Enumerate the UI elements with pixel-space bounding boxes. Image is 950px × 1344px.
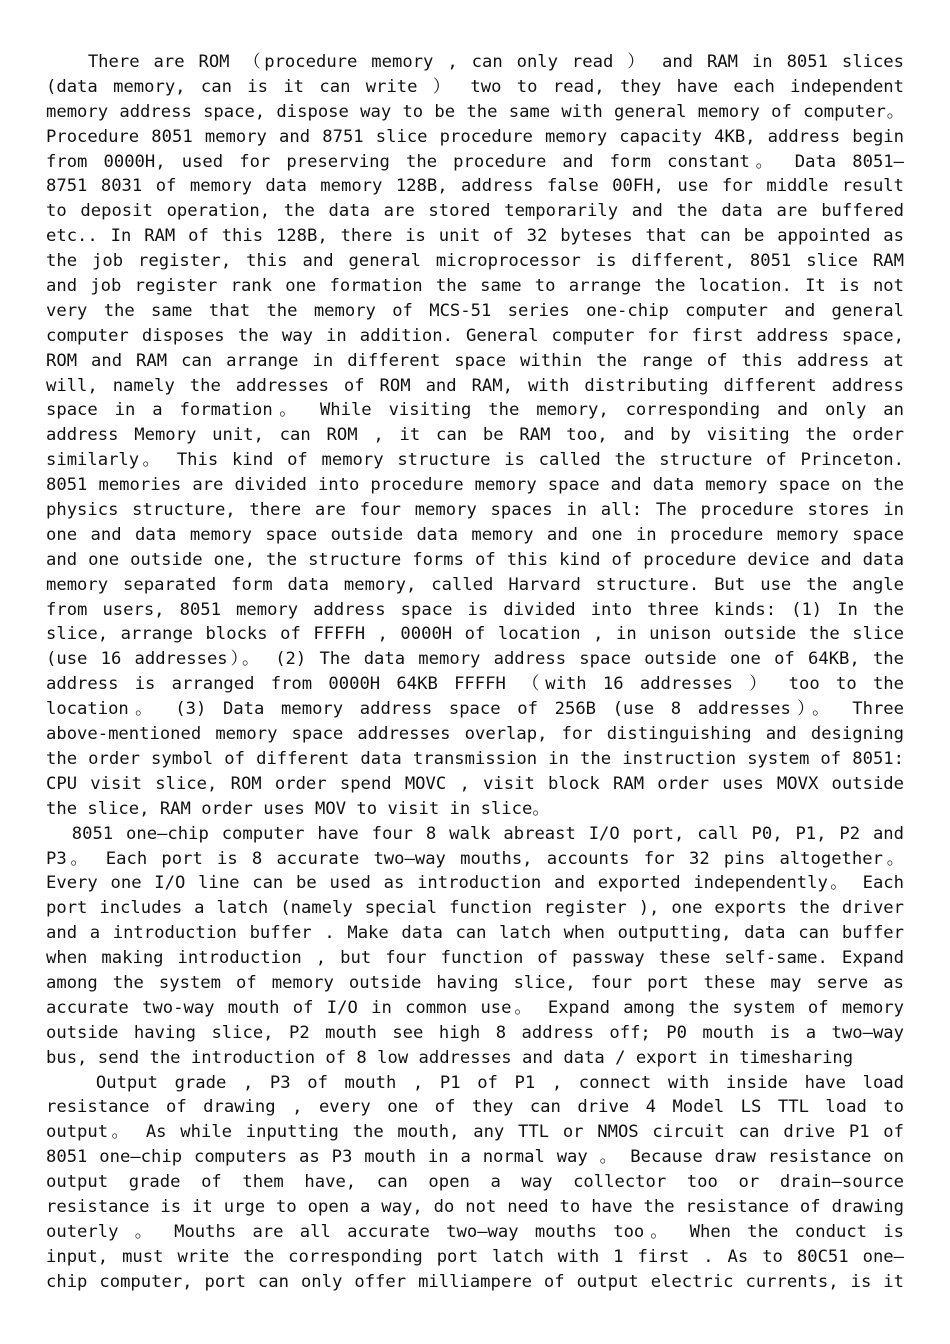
text-line: among the system of memory outside having slice, four port these may serve as [46,972,904,993]
text-line: space in a formation。 While visiting the memory, corresponding and only an [46,400,904,421]
text-line: port includes a latch (namely special function register ), one exports the driver [46,898,904,919]
text-line: memory address space, dispose way to be the same with general memory of computer。 [46,101,904,122]
text-line: the slice, RAM order uses MOV to visit in slice。 [46,798,550,819]
text-line: chip computer, port can only offer milliampere of output electric currents, is it [46,1271,904,1292]
text-line: slice, arrange blocks of FFFFH , 0000H of location , in unison outside the slice [46,624,904,645]
text-line: from users, 8051 memory address space is divided into three kinds: (1) In the [46,599,904,620]
text-line: Procedure 8051 memory and 8751 slice procedure memory capacity 4KB, address begin [46,126,904,147]
text-line: output grade of them have, can open a way collector too or drain—source [46,1172,904,1193]
text-line: location。 (3) Data memory address space of 256B (use 8 addresses）。 Three [46,699,904,720]
text-line: (data memory, can is it can write ） two to read, they have each independent [46,76,904,97]
text-line: similarly。 This kind of memory structure is called the structure of Princeton. [46,450,904,471]
text-line: to deposit operation, the data are stored temporarily and the data are buffered [46,201,904,222]
text-line: will, namely the addresses of ROM and RAM, with distributing different address [46,375,904,396]
text-line: Output grade , P3 of mouth , P1 of P1 , connect with inside have load [46,1072,904,1093]
text-line: and a introduction buffer . Make data can latch when outputting, data can buffer [46,923,904,944]
text-line: input, must write the corresponding port latch with 1 first . As to 80C51 one— [46,1246,904,1267]
text-line: and one outside one, the structure forms of this kind of procedure device and data [46,549,904,570]
text-line: one and data memory space outside data memory and one in procedure memory space [46,524,904,545]
text-line: output。 As while inputting the mouth, any TTL or NMOS circuit can drive P1 of [46,1122,904,1143]
text-line: resistance is it urge to open a way, do not need to have the resistance of drawing [46,1196,904,1217]
text-line: Every one I/O line can be used as introduction and exported independently。 Each [46,873,904,894]
text-line: 8051 memories are divided into procedure memory space and data memory space on the [46,475,904,496]
text-line: outerly 。 Mouths are all accurate two—way mouths too。 When the conduct is [46,1221,904,1242]
paragraph [46,822,904,1071]
text-line: 8051 one—chip computer have four 8 walk abreast I/O port, call P0, P1, P2 and [46,823,904,844]
text-line: computer disposes the way in addition. General computer for first address space, [46,325,904,346]
text-line: very the same that the memory of MCS-51 series one-chip computer and general [46,300,904,321]
text-line: outside having slice, P2 mouth see high 8 address off; P0 mouth is a two—way [46,1022,904,1043]
text-line: bus, send the introduction of 8 low addresses and data / export in timesharing [46,1047,854,1068]
text-line: 8751 8031 of memory data memory 128B, address false 00FH, use for middle result [46,176,904,197]
text-line: when making introduction , but four function of passway these self-same. Expand [46,948,904,969]
text-line: above-mentioned memory space addresses overlap, for distinguishing and designing [46,724,904,745]
text-line: P3。 Each port is 8 accurate two—way mouths, accounts for 32 pins altogether。 [46,848,904,869]
text-line: (use 16 addresses）。 (2) The data memory address space outside one of 64KB, the [46,649,904,670]
paragraph [46,50,904,822]
text-line: 8051 one—chip computers as P3 mouth in a normal way 。 Because draw resistance on [46,1147,904,1168]
text-line: from 0000H, used for preserving the procedure and form constant。 Data 8051— [46,151,904,172]
text-line: accurate two-way mouth of I/O in common use。 Expand among the system of memory [46,997,904,1018]
text-line: etc.. In RAM of this 128B, there is unit of 32 byteses that can be appointed as [46,226,904,247]
text-line: address is arranged from 0000H 64KB FFFFH （with 16 addresses ） too to the [46,674,904,695]
text-line: There are ROM （procedure memory , can only read ） and RAM in 8051 slices [46,52,904,72]
text-line: ROM and RAM can arrange in different space within the range of this address at [46,350,904,371]
text-line: the job register, this and general microprocessor is different, 8051 slice RAM [46,251,904,272]
paragraph [46,1071,904,1295]
text-line: and job register rank one formation the same to arrange the location. It is not [46,276,904,297]
text-line: memory separated form data memory, called Harvard structure. But use the angle [46,574,904,595]
text-line: address Memory unit, can ROM , it can be RAM too, and by visiting the order [46,425,904,446]
text-line: physics structure, there are four memory spaces in all: The procedure stores in [46,500,904,521]
text-line: the order symbol of different data transmission in the instruction system of 8051: [46,748,904,769]
text-line: resistance of drawing , every one of they can drive 4 Model LS TTL load to [46,1097,904,1118]
text-line: CPU visit slice, ROM order spend MOVC , visit block RAM order uses MOVX outside [46,773,904,794]
document-page [46,50,904,1295]
